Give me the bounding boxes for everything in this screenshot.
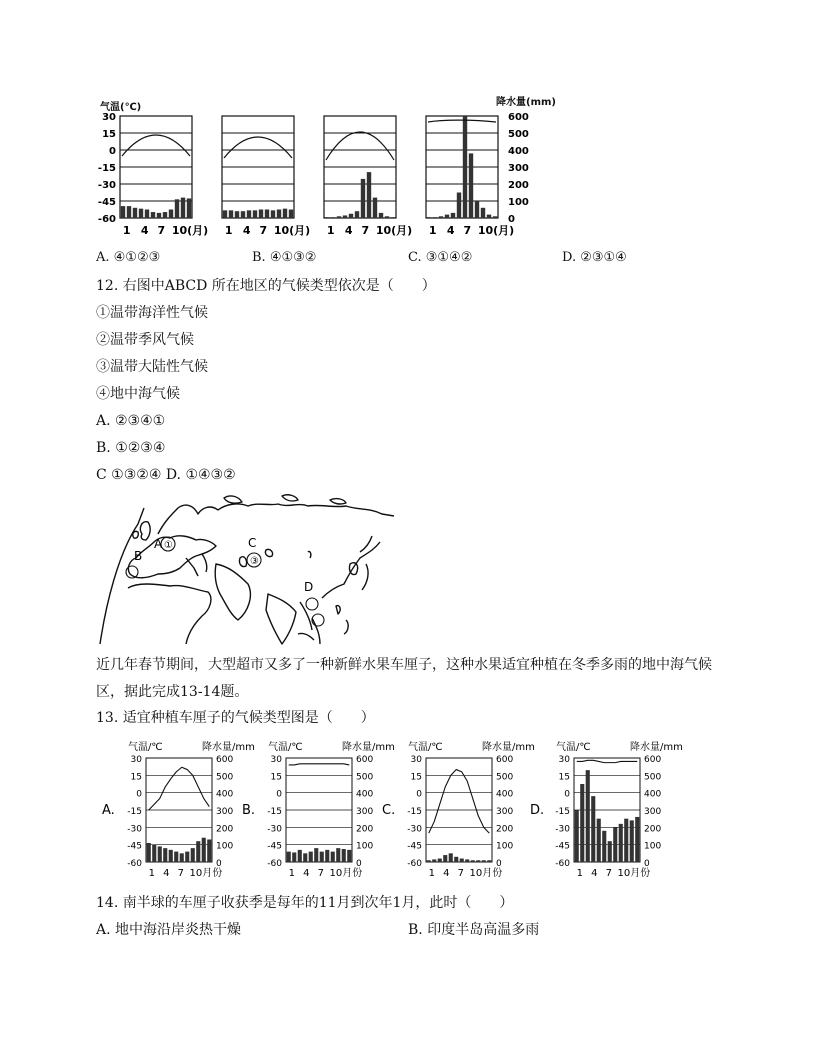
precip-bar — [202, 838, 206, 862]
precip-bar — [475, 201, 479, 218]
month-label: 7 — [457, 868, 465, 879]
month-label: 1 — [224, 224, 233, 237]
month-label: 1 — [428, 224, 437, 237]
top-climate-charts — [94, 108, 534, 240]
precip-bar — [493, 216, 497, 218]
precip-tick-label: 0 — [216, 859, 222, 869]
temp-tick-label: -45 — [407, 841, 422, 852]
map-label-b: B — [134, 549, 143, 563]
precip-bar — [463, 116, 467, 218]
precip-bar — [469, 153, 473, 218]
precip-tick-label: 600 — [508, 112, 529, 123]
precip-bar — [253, 210, 257, 218]
precip-tick-label: 400 — [356, 789, 374, 800]
temp-tick-label: -15 — [97, 163, 116, 174]
month-label: 7 — [463, 224, 472, 237]
precip-tick-label: 300 — [356, 807, 374, 817]
q12-item-3: ③温带大陆性气候 — [96, 359, 208, 375]
precip-tick-label: 0 — [644, 859, 650, 869]
temp-tick-label: -15 — [127, 807, 142, 817]
month-label: 4 — [591, 868, 598, 879]
precip-tick-label: 100 — [216, 841, 234, 852]
temp-axis-title: 气温/℃ — [268, 742, 303, 753]
precip-tick-label: 400 — [496, 789, 514, 800]
precip-bar — [432, 859, 436, 862]
precip-bar — [580, 784, 584, 862]
map-number-1: ① — [164, 540, 173, 551]
precip-bar — [630, 820, 634, 862]
temperature-curve — [326, 132, 394, 160]
precip-tick-label: 600 — [356, 755, 374, 765]
precip-axis-title: 降水量(mm) — [496, 97, 556, 108]
precip-tick-label: 0 — [356, 859, 362, 869]
q12-item-1: ①温带海洋性气候 — [96, 305, 208, 321]
precip-axis-title: 降水量/mm — [202, 742, 255, 753]
map-label-a: A — [154, 537, 163, 551]
chart-letter: C. — [382, 803, 396, 818]
precip-bar — [373, 198, 377, 218]
precip-tick-label: 0 — [508, 214, 515, 225]
precip-tick-label: 400 — [508, 146, 529, 157]
precip-bar — [427, 217, 431, 218]
precip-bar — [314, 848, 318, 862]
precip-bar — [196, 841, 200, 862]
precip-bar — [361, 179, 365, 218]
precip-bar — [349, 214, 353, 218]
precip-axis-title: 降水量/mm — [630, 742, 683, 753]
precip-tick-label: 600 — [496, 755, 514, 765]
precip-bar — [445, 215, 449, 218]
precip-bar — [624, 819, 628, 862]
precip-bar — [451, 213, 455, 218]
month-label: 10(月) — [477, 224, 515, 237]
precip-bar — [151, 212, 155, 218]
precip-tick-label: 200 — [644, 824, 662, 835]
temp-tick-label: -30 — [127, 824, 142, 835]
temp-tick-label: -30 — [267, 824, 282, 835]
temp-tick-label: -30 — [97, 180, 116, 191]
q14-option-a[interactable]: A. 地中海沿岸炎热干燥 — [96, 922, 242, 938]
precip-tick-label: 200 — [216, 824, 234, 835]
month-label: 10月份 — [617, 868, 651, 879]
temp-tick-label: 30 — [270, 755, 282, 765]
map-marker-5 — [312, 614, 324, 626]
precip-bar — [433, 217, 437, 218]
precip-bar — [207, 839, 211, 862]
month-label: 4 — [242, 224, 251, 237]
precip-bar — [303, 853, 307, 862]
precip-bar — [298, 850, 302, 862]
temperature-curve — [122, 135, 190, 156]
temp-tick-label: 30 — [410, 755, 422, 765]
precip-axis-title: 降水量/mm — [482, 742, 535, 753]
precip-bar — [283, 209, 287, 218]
precip-bar — [181, 198, 185, 218]
month-label: 7 — [177, 868, 185, 879]
precip-tick-label: 400 — [216, 789, 234, 800]
precip-tick-label: 100 — [508, 197, 529, 208]
precip-bar — [482, 860, 486, 862]
q12-stem: 12. 右图中ABCD 所在地区的气候类型依次是（ ） — [96, 278, 436, 294]
month-label: 10月份 — [189, 868, 223, 879]
precip-bar — [460, 859, 464, 862]
precip-tick-label: 200 — [496, 824, 514, 835]
precip-bar — [591, 796, 595, 862]
passage-line-2: 区，据此完成13-14题。 — [96, 684, 249, 700]
precip-bar — [169, 850, 173, 862]
precip-bar — [635, 817, 639, 862]
month-label: 1 — [122, 224, 131, 237]
precip-bar — [320, 852, 324, 862]
month-label: 10(月) — [375, 224, 413, 237]
precip-bar — [145, 210, 149, 219]
precip-tick-label: 500 — [508, 129, 529, 140]
map-label-d: D — [304, 580, 314, 594]
chart-letter: B. — [242, 803, 256, 818]
precip-tick-label: 200 — [356, 824, 374, 835]
month-label: 7 — [361, 224, 370, 237]
precip-tick-label: 100 — [356, 841, 374, 852]
temp-tick-label: -30 — [555, 824, 570, 835]
chart-letter: A. — [102, 803, 115, 818]
q12-option-cd[interactable]: C ①③②④ D. ①④③② — [96, 467, 236, 483]
precip-bar — [379, 213, 383, 218]
temp-tick-label: -45 — [97, 197, 116, 208]
precip-bar — [169, 210, 173, 219]
precip-bar — [152, 845, 156, 862]
precip-bar — [427, 860, 431, 862]
temp-tick-label: -60 — [267, 859, 282, 869]
precip-bar — [271, 210, 275, 218]
month-label: 7 — [605, 868, 613, 879]
month-label: 1 — [428, 868, 436, 879]
temp-tick-label: -15 — [407, 807, 422, 817]
precip-bar — [309, 852, 313, 862]
month-label: 10月份 — [329, 868, 363, 879]
precip-bar — [471, 860, 475, 862]
temp-tick-label: -15 — [555, 807, 570, 817]
temperature-curve — [289, 764, 350, 765]
precip-bar — [343, 215, 347, 218]
precip-bar — [325, 217, 329, 218]
precip-bar — [259, 210, 263, 219]
precip-bar — [454, 857, 458, 862]
precip-bar — [287, 852, 291, 862]
precip-bar — [127, 206, 131, 218]
precip-bar — [158, 846, 162, 862]
precip-tick-label: 600 — [216, 755, 234, 765]
temp-tick-label: 0 — [276, 789, 282, 800]
precip-bar — [223, 210, 227, 218]
month-label: 1 — [576, 868, 584, 879]
precip-axis-title: 降水量/mm — [342, 742, 395, 753]
temp-tick-label: -45 — [127, 841, 142, 852]
temp-tick-label: 30 — [102, 112, 116, 123]
map-number-3: ③ — [250, 556, 259, 567]
precip-bar — [331, 217, 335, 218]
precip-bar — [175, 199, 179, 218]
precip-tick-label: 500 — [216, 772, 234, 783]
q14-option-b[interactable]: B. 印度半岛高温多雨 — [408, 922, 540, 938]
month-label: 4 — [443, 868, 450, 879]
temp-tick-label: -45 — [555, 841, 570, 852]
precip-bar — [439, 216, 443, 218]
month-label: 4 — [163, 868, 170, 879]
map-label-c: C — [248, 536, 257, 550]
temp-tick-label: -45 — [267, 841, 282, 852]
q11-option-c[interactable]: C. ③①④② — [408, 250, 473, 265]
chart-letter: D. — [530, 803, 545, 818]
month-label: 7 — [259, 224, 268, 237]
precip-bar — [391, 217, 395, 218]
q12-option-a[interactable]: A. ②③④① — [96, 413, 166, 429]
temp-tick-label: -30 — [407, 824, 422, 835]
precip-tick-label: 500 — [356, 772, 374, 783]
precip-bar — [157, 213, 161, 218]
temp-tick-label: 0 — [136, 789, 142, 800]
precip-bar — [292, 852, 296, 862]
precip-bar — [185, 852, 189, 862]
precip-bar — [613, 827, 617, 862]
temp-axis-title: 气温(℃) — [100, 102, 142, 113]
month-label: 4 — [303, 868, 310, 879]
precip-tick-label: 500 — [644, 772, 662, 783]
precip-bar — [133, 208, 137, 218]
month-label: 4 — [140, 224, 149, 237]
atlantic-coast — [100, 508, 144, 644]
precip-tick-label: 100 — [644, 841, 662, 852]
precip-bar — [608, 841, 612, 862]
temp-tick-label: 30 — [130, 755, 142, 765]
month-label: 7 — [317, 868, 325, 879]
precip-bar — [457, 193, 461, 219]
precip-bar — [487, 860, 491, 862]
precip-tick-label: 300 — [508, 163, 529, 174]
precip-bar — [337, 216, 341, 218]
precip-bar — [355, 211, 359, 218]
precip-bar — [342, 849, 346, 862]
temperature-curve — [428, 120, 496, 122]
temp-axis-title: 气温/℃ — [128, 742, 163, 753]
precip-bar — [229, 210, 233, 218]
month-label: 7 — [157, 224, 166, 237]
precip-bar — [597, 819, 601, 862]
precip-bar — [325, 850, 329, 862]
q13-climate-charts — [96, 736, 696, 886]
temp-tick-label: 15 — [130, 772, 142, 783]
precip-bar — [139, 209, 143, 218]
precip-tick-label: 500 — [496, 772, 514, 783]
precip-bar — [619, 824, 623, 862]
q12-item-4: ④地中海气候 — [96, 386, 180, 402]
precip-bar — [331, 852, 335, 862]
temp-axis-title: 气温/℃ — [556, 742, 591, 753]
precip-bar — [163, 848, 167, 862]
precip-bar — [487, 215, 491, 218]
precip-bar — [438, 859, 442, 862]
precip-tick-label: 0 — [496, 859, 502, 869]
precip-bar — [174, 852, 178, 862]
precip-bar — [265, 210, 269, 219]
q12-option-b[interactable]: B. ①②③④ — [96, 440, 166, 456]
precip-bar — [289, 210, 293, 219]
temp-tick-label: 0 — [564, 789, 570, 800]
precip-bar — [465, 859, 469, 862]
month-label: 1 — [288, 868, 296, 879]
precip-bar — [187, 198, 191, 218]
q11-option-b[interactable]: B. ④①③② — [252, 250, 317, 265]
temp-tick-label: 15 — [410, 772, 422, 783]
month-label: 10(月) — [273, 224, 311, 237]
temp-tick-label: 30 — [558, 755, 570, 765]
q12-item-2: ②温带季风气候 — [96, 332, 194, 348]
month-label: 10月份 — [469, 868, 503, 879]
precip-tick-label: 400 — [644, 789, 662, 800]
temp-tick-label: 0 — [109, 146, 116, 157]
precip-bar — [602, 831, 606, 862]
precip-bar — [443, 855, 447, 862]
precip-bar — [586, 770, 590, 862]
month-label: 1 — [148, 868, 156, 879]
passage-line-1: 近几年春节期间，大型超市又多了一种新鲜水果车厘子，这种水果适宜种植在冬季多雨的地中海气候 — [96, 657, 712, 673]
precip-bar — [235, 211, 239, 218]
q11-option-a[interactable]: A. ④①②③ — [96, 250, 161, 265]
precip-bar — [449, 853, 453, 862]
precip-bar — [347, 850, 351, 862]
q11-option-d[interactable]: D. ②③①④ — [562, 250, 627, 265]
precip-bar — [180, 853, 184, 862]
temp-tick-label: -60 — [555, 859, 570, 869]
month-label: 4 — [344, 224, 353, 237]
precip-bar — [367, 172, 371, 218]
map-marker-4 — [306, 598, 318, 610]
eurasia-map — [98, 494, 398, 646]
precip-bar — [121, 206, 125, 218]
precip-bar — [247, 210, 251, 218]
month-label: 4 — [446, 224, 455, 237]
precip-tick-label: 300 — [644, 807, 662, 817]
precip-bar — [191, 848, 195, 862]
temperature-curve — [577, 760, 638, 762]
temp-tick-label: 0 — [416, 789, 422, 800]
precip-tick-label: 300 — [496, 807, 514, 817]
precip-tick-label: 100 — [496, 841, 514, 852]
temp-tick-label: 15 — [270, 772, 282, 783]
temp-tick-label: -60 — [97, 214, 116, 225]
temp-tick-label: 15 — [102, 129, 116, 140]
temperature-curve — [149, 767, 210, 810]
precip-bar — [385, 216, 389, 218]
precip-bar — [481, 208, 485, 218]
precip-tick-label: 300 — [216, 807, 234, 817]
precip-bar — [575, 810, 579, 862]
precip-bar — [336, 848, 340, 862]
precip-bar — [163, 212, 167, 218]
temperature-curve — [429, 770, 490, 834]
precip-tick-label: 200 — [508, 180, 529, 191]
temp-tick-label: -60 — [407, 859, 422, 869]
temperature-curve — [224, 137, 292, 158]
precip-bar — [147, 843, 151, 862]
precip-bar — [241, 211, 245, 218]
temp-tick-label: 15 — [558, 772, 570, 783]
temp-axis-title: 气温/℃ — [408, 742, 443, 753]
precip-bar — [476, 860, 480, 862]
precip-bar — [277, 210, 281, 219]
q14-stem: 14. 南半球的车厘子收获季是每年的11月到次年1月，此时（ ） — [96, 895, 514, 911]
temp-tick-label: -60 — [127, 859, 142, 869]
precip-tick-label: 600 — [644, 755, 662, 765]
q13-stem: 13. 适宜种植车厘子的气候类型图是（ ） — [96, 710, 375, 726]
month-label: 1 — [326, 224, 335, 237]
month-label: 10(月) — [171, 224, 209, 237]
temp-tick-label: -15 — [267, 807, 282, 817]
